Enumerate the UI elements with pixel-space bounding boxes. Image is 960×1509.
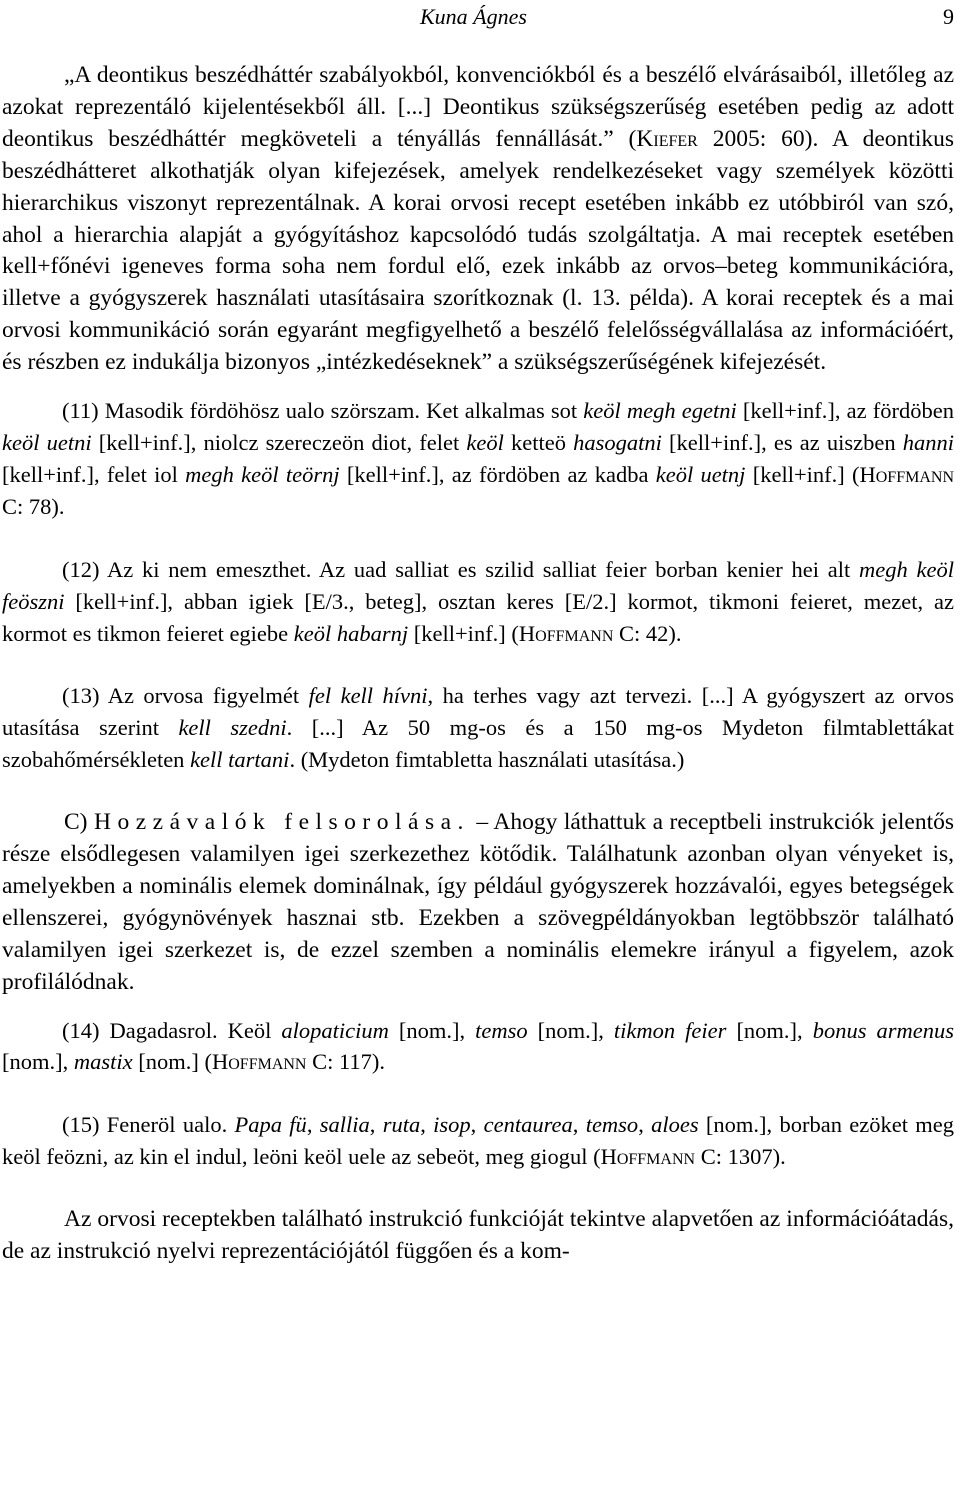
page-number: 9 — [943, 4, 954, 29]
paragraph-deontic-background: „A deontikus beszédháttér szabályokból, konvenciókból és a beszélő elvárásaiból, illetőleg az azokat reprezentáló kijelentésekből áll. [...] Deontikus szükségszerűség esetében pedig az adott deontikus beszédháttér megköveteli a tényállás fennállását.” (Kiefer 2005: 60). A deontikus beszédhátteret alkothatják olyan kifejezések, amelyek rendelkezéseket vagy személyek közötti hierarchikus viszonyt reprezentálnak. A korai orvosi recept esetében inkább ez utóbbiról van szó, ahol a hierarchia alapját a gyógyításhoz kapcsolódó tudás szolgáltatja. A mai receptek esetében kell+főnévi igeneves forma soha nem fordul elő, ezek inkább az orvos–beteg kommunikációra, illetve a gyógyszerek használati utasításaira szorítkoznak (l. 13. példa). A korai receptek és a mai orvosi kommunikáció során egyaránt megfigyelhető a beszélő felelősségvállalása az információért, és részben ez indukálja bizonyos „intézkedéseknek” a szükségszerűségének kifejezését. — [2, 62, 954, 376]
section-heading: Hozzávalók felsorolása. — [94, 809, 470, 836]
example-14: (14) Dagadasrol. Keöl alopaticium [nom.], temso [nom.], tikmon feier [nom.], bonus armenus [nom.], mastix [nom.] (Hoffmann C: 117). — [2, 1017, 954, 1075]
running-head-author: Kuna Ágnes — [420, 4, 527, 29]
citation-author: Kiefer — [636, 125, 698, 152]
source-author: Hoffmann — [211, 1049, 307, 1075]
example-11: (11) Masodik fördöhösz ualo szörszam. Ket alkalmas sot keöl megh egetni [kell+inf.], az fördöben keöl uetni [kell+inf.], niolcz szereczeön diot, felet keöl ketteö hasogatni [kell+inf.], es az uiszben hanni [kell+inf.], felet iol megh keöl teörnj [kell+inf.], az fördöben az kadba keöl uetnj [kell+inf.] (Hoffmann C: 78). — [2, 398, 955, 519]
section-label: C) — [64, 809, 95, 836]
source-author: Hoffmann — [518, 620, 614, 646]
example-13: (13) Az orvosa figyelmét fel kell hívni, ha terhes vagy azt tervezi. [...] A gyógyszert az orvos utasítása szerint kell szedni. [...] Az 50 mg-os és a 150 mg-os Mydeton filmtablettákat szobahőmérsékleten kell tartani. (Mydeton fimtabletta használati utasítása.) — [2, 683, 955, 773]
paragraph-instruction-function: Az orvosi receptekben található instrukció funkcióját tekintve alapvetően az információátadás, de az instrukció nyelvi reprezentációjától függően és a kom- — [2, 1206, 954, 1265]
example-12: (12) Az ki nem emeszthet. Az uad salliat es szilid salliat feier borban kenier hei alt megh keöl feöszni [kell+inf.], abban igiek [E/3., beteg], osztan keres [E/2.] kormot, tikmoni feieret, mezet, az kormot es tikmon feieret egiebe keöl habarnj [kell+inf.] (Hoffmann C: 42). — [2, 556, 954, 646]
source-author: Hoffmann — [600, 1144, 696, 1170]
page-body — [2, 60, 954, 1268]
page-header — [0, 0, 960, 40]
example-15: (15) Feneröl ualo. Papa fü, sallia, ruta, isop, centaurea, temso, aloes [nom.], borban ezöket meg keöl feözni, az kin el indul, leöni keöl uele az sebeöt, meg giogul (Hoffmann C: 1307). — [2, 1112, 955, 1170]
paragraph-ingredients: C) Hozzávalók felsorolása. – Ahogy láthattuk a receptbeli instrukciók jelentős része elsődlegesen valamilyen igei szerkezethez kötődik. Találhatunk azonban olyan vényeket is, amelyekben a nominális elemek dominálnak, így például gyógyszerek hozzávalói, egyes betegségek ellenszerei, gyógynövények hasznai stb. Ezekben a szövegpéldányokban legtöbbször található valamilyen igei szerkezet is, de ezzel szemben a nominális elemekre irányul a figyelem, azok profilálódnak. — [2, 809, 955, 995]
source-author: Hoffmann — [859, 461, 954, 487]
